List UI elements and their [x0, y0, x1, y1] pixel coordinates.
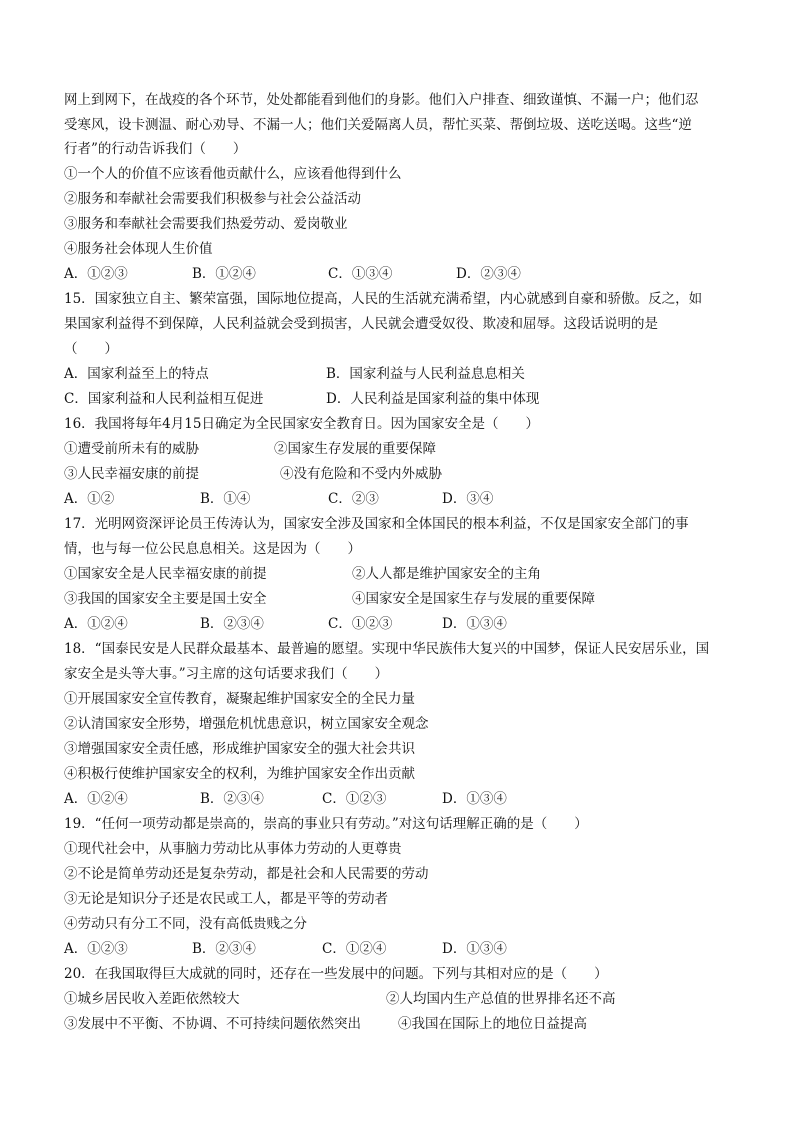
question-20-text: 20．在我国取得巨大成就的同时，还存在一些发展中的问题。下列与其相对应的是（ ） — [64, 966, 608, 982]
question-19-text: 19．“任何一项劳动都是崇高的，崇高的事业只有劳动。”对这句话理解正确的是（ ） — [64, 816, 588, 832]
choice-b: B．①②④ — [192, 266, 256, 282]
question-text-line: 网上到网下，在战疫的各个环节，处处都能看到他们的身影。他们入户排查、细致谨慎、不漏一户；他们忍 — [64, 92, 699, 108]
statement-item: ④我国在国际上的地位日益提高 — [398, 1016, 587, 1032]
choice-d: D．③④ — [442, 491, 494, 507]
statement-item: ③发展中不平衡、不协调、不可持续问题依然突出 — [64, 1016, 361, 1032]
statement-item: ②人均国内生产总值的世界排名还不高 — [386, 991, 616, 1007]
question-text-line: 行者”的行动告诉我们（ ） — [64, 141, 247, 157]
choice-c: C．国家利益和人民利益相互促进 — [64, 391, 264, 407]
choice-a: A．国家利益至上的特点 — [64, 366, 209, 382]
question-16-text: 16．我国将每年4月15日确定为全民国家安全教育日。因为国家安全是（ ） — [64, 416, 539, 432]
choice-d: D．①③④ — [442, 941, 507, 957]
choice-b: B．②③④ — [200, 616, 264, 632]
statement-item: ①开展国家安全宣传教育，凝聚起维护国家安全的全民力量 — [64, 691, 415, 707]
question-17-text: 情，也与每一位公民息息相关。这是因为（ ） — [64, 541, 361, 557]
statement-item: ①城乡居民收入差距依然较大 — [64, 991, 240, 1007]
statement-item: ②服务和奉献社会需要我们积极参与社会公益活动 — [64, 191, 361, 207]
statement-item: ①国家安全是人民幸福安康的前提 — [64, 566, 267, 582]
choice-c: C．①②④ — [322, 941, 387, 957]
statement-item: ④国家安全是国家生存与发展的重要保障 — [352, 591, 595, 607]
question-text-line: 受寒风，设卡测温、耐心劝导、不漏一人；他们关爱隔离人员，帮忙买菜、帮倒垃圾、送吃送喝。这些“逆 — [64, 117, 692, 133]
statement-item: ③增强国家安全责任感，形成维护国家安全的强大社会共识 — [64, 741, 415, 757]
statement-item: ③服务和奉献社会需要我们热爱劳动、爱岗敬业 — [64, 216, 348, 232]
choice-d: D．①③④ — [442, 791, 507, 807]
statement-item: ②国家生存发展的重要保障 — [274, 441, 436, 457]
statement-item: ④没有危险和不受内外威胁 — [280, 466, 442, 482]
question-15-text: 果国家利益得不到保障，人民利益就会受到损害，人民就会遭受奴役、欺凌和屈辱。这段话说明的是 — [64, 316, 658, 332]
choice-b: B．②③④ — [200, 791, 264, 807]
choice-b: B．①④ — [200, 491, 251, 507]
statement-item: ③我国的国家安全主要是国土安全 — [64, 591, 267, 607]
choice-d: D．①③④ — [442, 616, 507, 632]
statement-item: ④积极行使维护国家安全的权利，为维护国家安全作出贡献 — [64, 766, 415, 782]
question-17-text: 17．光明网资深评论员王传涛认为，国家安全涉及国家和全体国民的根本利益，不仅是国家安全部门的事 — [64, 516, 689, 532]
choice-a: A．①②③ — [64, 941, 128, 957]
statement-item: ①遭受前所未有的威胁 — [64, 441, 199, 457]
choice-a: A．①②③ — [64, 266, 128, 282]
statement-item: ④服务社会体现人生价值 — [64, 241, 213, 257]
question-18-text: 家安全是头等大事。”习主席的这句话要求我们（ ） — [64, 666, 389, 682]
statement-item: ②不论是简单劳动还是复杂劳动，都是社会和人民需要的劳动 — [64, 866, 429, 882]
question-15-text: （ ） — [64, 341, 118, 357]
question-18-text: 18．“国泰民安是人民群众最基本、最普遍的愿望。实现中华民族伟大复兴的中国梦，保证人民安居乐业，国 — [64, 641, 710, 657]
statement-item: ②人人都是维护国家安全的主角 — [352, 566, 541, 582]
choice-b: B．②③④ — [192, 941, 256, 957]
statement-item: ①现代社会中，从事脑力劳动比从事体力劳动的人更尊贵 — [64, 841, 402, 857]
choice-d: D．②③④ — [456, 266, 521, 282]
choice-a: A．①② — [64, 491, 115, 507]
choice-c: C．②③ — [328, 491, 379, 507]
choice-d: D．人民利益是国家利益的集中体现 — [326, 391, 540, 407]
choice-c: C．①③④ — [328, 266, 393, 282]
choice-c: C．①②③ — [322, 791, 387, 807]
question-15-text: 15．国家独立自主、繁荣富强，国际地位提高，人民的生活就充满希望，内心就感到自豪和骄傲。反之，如 — [64, 291, 703, 307]
choice-a: A．①②④ — [64, 791, 128, 807]
statement-item: ④劳动只有分工不同，没有高低贵贱之分 — [64, 916, 307, 932]
statement-item: ③人民幸福安康的前提 — [64, 466, 199, 482]
choice-a: A．①②④ — [64, 616, 128, 632]
choice-c: C．①②③ — [328, 616, 393, 632]
choice-b: B．国家利益与人民利益息息相关 — [326, 366, 525, 382]
statement-item: ①一个人的价值不应该看他贡献什么，应该看他得到什么 — [64, 166, 402, 182]
statement-item: ③无论是知识分子还是农民或工人，都是平等的劳动者 — [64, 891, 388, 907]
statement-item: ②认清国家安全形势，增强危机忧患意识，树立国家安全观念 — [64, 716, 429, 732]
